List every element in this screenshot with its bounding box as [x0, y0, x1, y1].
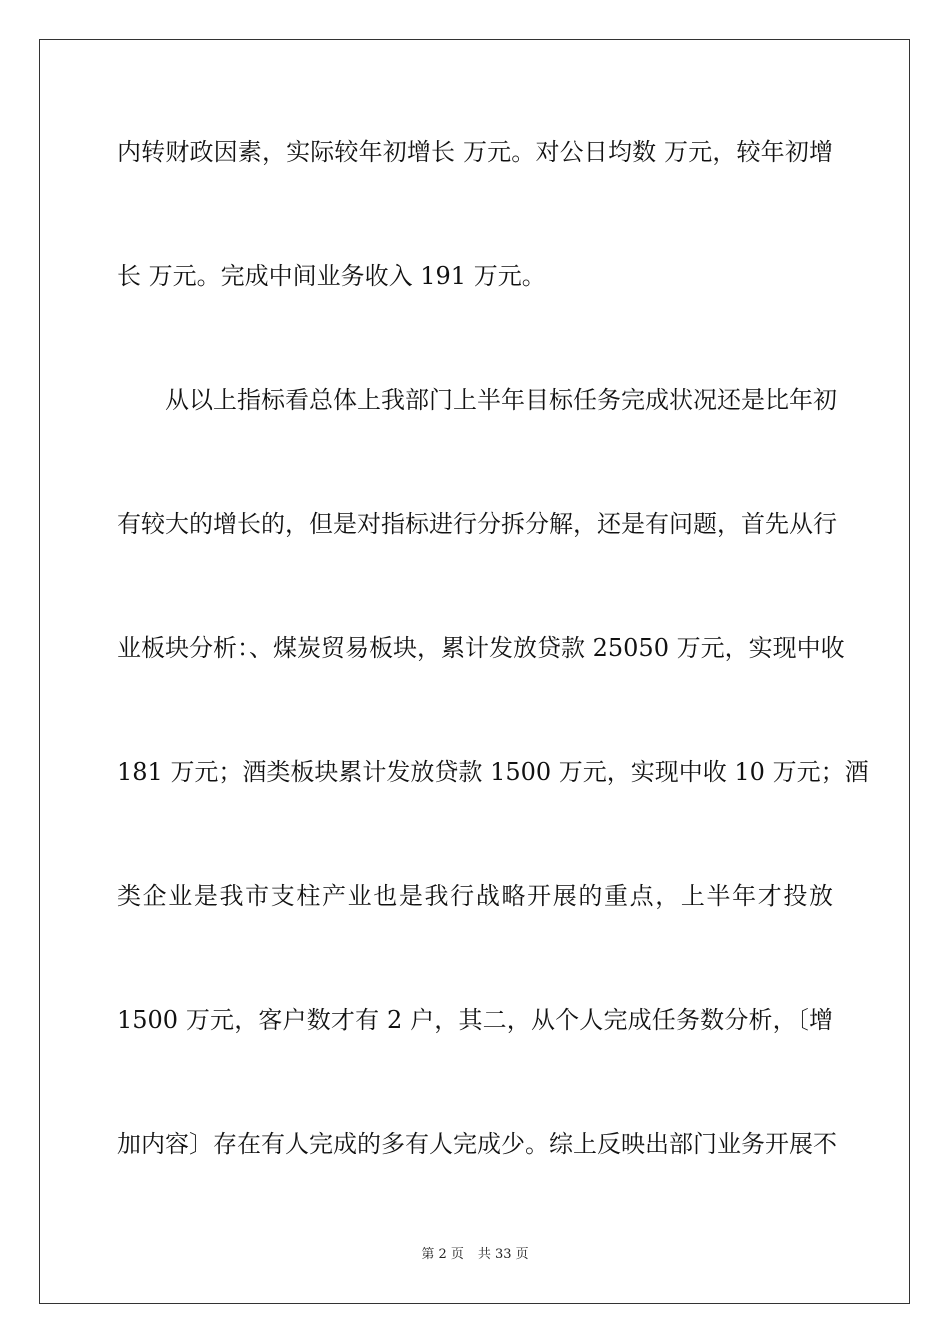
paragraph-line-9: 加内容〕存在有人完成的多有人完成少。综上反映出部门业务开展不: [117, 1130, 837, 1158]
page-footer: [0, 1246, 950, 1264]
paragraph-line-5: 业板块分析：、煤炭贸易板块，累计发放贷款 25050 万元，实现中收: [117, 634, 845, 662]
paragraph-line-4: 有较大的增长的，但是对指标进行分拆分解，还是有问题，首先从行: [117, 510, 837, 538]
paragraph-line-7: 类企业是我市支柱产业也是我行战略开展的重点，上半年才投放: [117, 882, 833, 910]
paragraph-line-6: 181 万元；酒类板块累计发放贷款 1500 万元，实现中收 10 万元；酒: [117, 758, 869, 786]
page-number: 第 2 页: [421, 1247, 464, 1262]
paragraph-line-1: 内转财政因素，实际较年初增长 万元。对公日均数 万元，较年初增: [117, 138, 833, 166]
paragraph-line-8: 1500 万元，客户数才有 2 户，其二，从个人完成任务数分析，〔增: [117, 1006, 833, 1034]
total-pages: 共 33 页: [477, 1247, 529, 1262]
paragraph-line-3: 从以上指标看总体上我部门上半年目标任务完成状况还是比年初: [165, 386, 837, 414]
page-border: [39, 39, 910, 1304]
paragraph-line-2: 长 万元。完成中间业务收入 191 万元。: [117, 262, 546, 290]
